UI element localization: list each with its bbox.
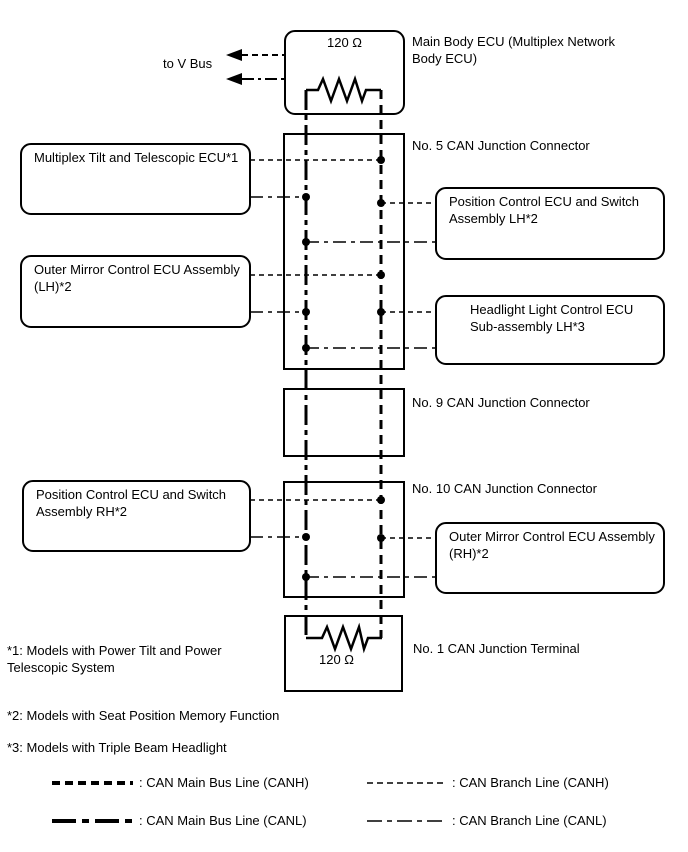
to-v-bus-label: to V Bus — [163, 56, 213, 71]
junction-connector-9-label: No. 9 CAN Junction Connector — [412, 395, 590, 410]
junction-connector-9-box — [283, 388, 405, 457]
junction-connector-10-box — [283, 481, 405, 598]
position-control-lh-ecu-label: Position Control ECU and Switch Assembly LH*2 — [449, 194, 640, 226]
junction-connector-5-box — [283, 133, 405, 370]
bottom-resistor-value: 120 Ω — [318, 652, 355, 667]
junction-connector-5-label: No. 5 CAN Junction Connector — [412, 138, 590, 153]
footnote-1: *1: Models with Power Tilt and Power Telescopic System — [7, 643, 222, 675]
legend-main-canl-label: : CAN Main Bus Line (CANL) — [139, 813, 307, 828]
position-control-rh-ecu-label: Position Control ECU and Switch Assembly RH*2 — [36, 487, 227, 519]
position-control-lh-ecu-box — [435, 187, 665, 260]
v-bus-canl-arrowhead-icon — [226, 73, 242, 85]
junction-terminal-1-label: No. 1 CAN Junction Terminal — [413, 641, 580, 656]
headlight-control-ecu-box — [435, 295, 665, 365]
outer-mirror-lh-ecu-box — [20, 255, 251, 328]
legend-branch-canl-label: : CAN Branch Line (CANL) — [452, 813, 607, 828]
legend-main-canh-label: : CAN Main Bus Line (CANH) — [139, 775, 309, 790]
position-control-rh-ecu-box — [22, 480, 251, 552]
main-body-ecu-label: Main Body ECU (Multiplex Network Body ECU) — [412, 34, 616, 66]
headlight-control-ecu-label: Headlight Light Control ECU Sub-assembly LH*3 — [470, 302, 634, 334]
legend-branch-canh-label: : CAN Branch Line (CANH) — [452, 775, 609, 790]
outer-mirror-rh-ecu-label: Outer Mirror Control ECU Assembly (RH)*2 — [449, 529, 655, 561]
junction-connector-10-label: No. 10 CAN Junction Connector — [412, 481, 597, 496]
multiplex-tilt-telescopic-ecu-label: Multiplex Tilt and Telescopic ECU*1 — [34, 150, 239, 165]
outer-mirror-lh-ecu-label: Outer Mirror Control ECU Assembly (LH)*2 — [34, 262, 240, 294]
outer-mirror-rh-ecu-box — [435, 522, 665, 594]
footnote-3: *3: Models with Triple Beam Headlight — [7, 740, 227, 755]
multiplex-tilt-telescopic-ecu-box — [20, 143, 251, 215]
top-resistor-value: 120 Ω — [326, 35, 363, 50]
footnote-2: *2: Models with Seat Position Memory Function — [7, 708, 280, 723]
v-bus-canh-arrowhead-icon — [226, 49, 242, 61]
